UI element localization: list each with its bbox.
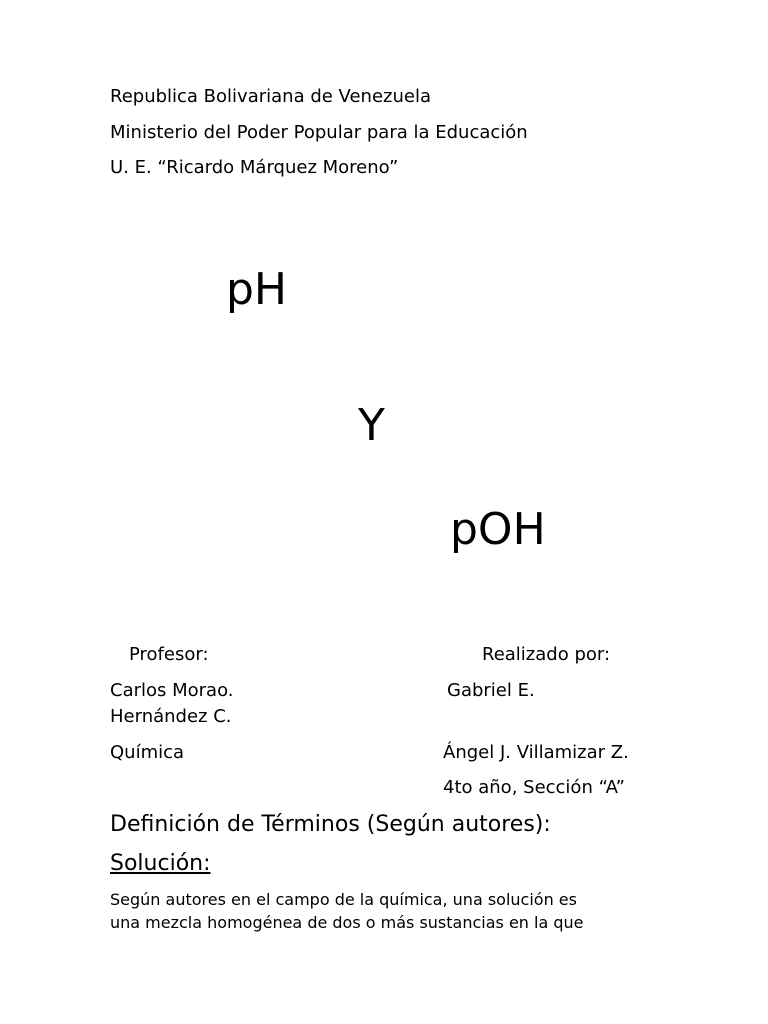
section-label: 4to año, Sección “A”	[443, 777, 625, 798]
institution-school: U. E. “Ricardo Márquez Moreno”	[110, 157, 399, 178]
subject-name: Química	[110, 742, 185, 763]
institution-ministry: Ministerio del Poder Popular para la Educación	[110, 122, 528, 143]
title-y: Y	[358, 400, 385, 451]
profesor-name: Carlos Morao.	[110, 680, 234, 701]
title-poh: pOH	[450, 504, 546, 555]
institution-country: Republica Bolivariana de Venezuela	[110, 86, 431, 107]
paragraph-line-2: una mezcla homogénea de dos o más sustancias en la que	[110, 913, 584, 932]
student2-name: Ángel J. Villamizar Z.	[443, 742, 629, 763]
title-ph: pH	[226, 264, 288, 315]
solucion-heading: Solución:	[110, 851, 211, 876]
definitions-heading: Definición de Términos (Según autores):	[110, 812, 551, 837]
paragraph-line-1: Según autores en el campo de la química, una solución es	[110, 890, 577, 909]
profesor-label: Profesor:	[129, 644, 209, 665]
student1-first: Gabriel E.	[447, 680, 535, 701]
realizado-label: Realizado por:	[482, 644, 611, 665]
student1-last: Hernández C.	[110, 706, 232, 727]
